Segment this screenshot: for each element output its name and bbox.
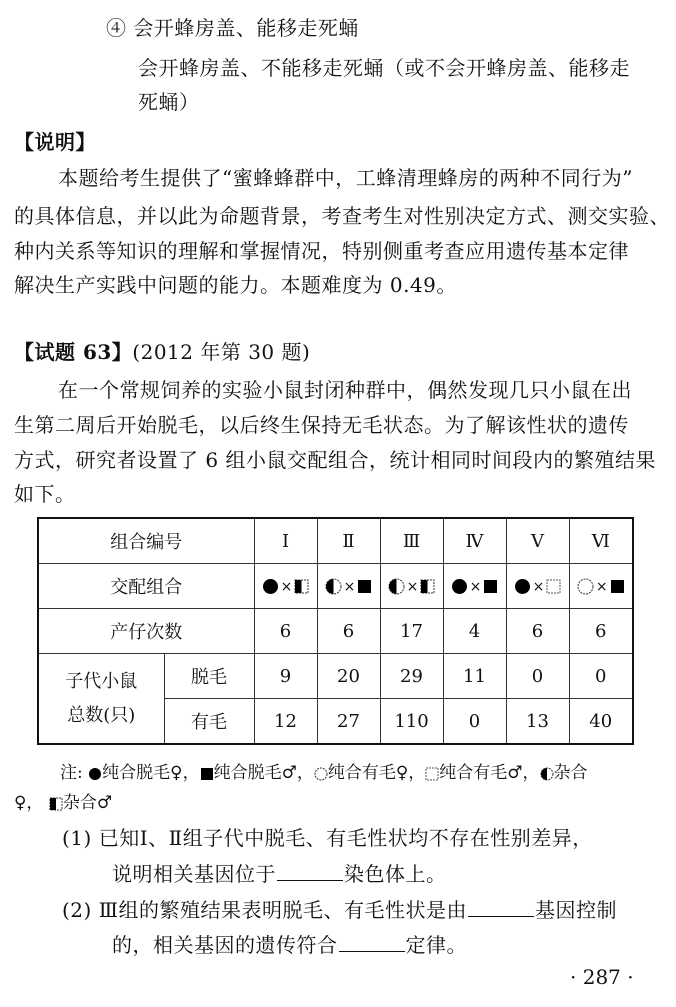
offspring-label-line2: 总数(只) [67, 704, 136, 726]
sub-question-text: 染色体上。 [344, 862, 447, 886]
explanation-line: 的具体信息，并以此为命题背景，考查考生对性别决定方式、测交实验、 [14, 204, 670, 228]
cross-cell [506, 564, 569, 609]
pure-hairless-male-symbol-icon [610, 579, 625, 594]
cross-symbol: × [280, 578, 293, 595]
answer-line: 死蛹） [138, 90, 200, 114]
table-cell: 11 [443, 654, 506, 699]
pure-hairless-female-symbol-icon [451, 578, 468, 595]
table-cell: 110 [380, 699, 443, 745]
hetero-male-symbol-icon [49, 797, 63, 811]
pure-haired-female-symbol-icon [314, 767, 328, 781]
item-text: 会开蜂房盖、能移走死蛹 [133, 16, 359, 40]
group-header: Ⅲ [380, 518, 443, 564]
sub-question-text: 定律。 [405, 933, 467, 957]
table-cell: 0 [569, 654, 633, 699]
table-cell: 12 [254, 699, 317, 745]
item-number: ④ [106, 16, 127, 40]
table-cell: 20 [317, 654, 380, 699]
group-header: Ⅰ [254, 518, 317, 564]
question-line: 方式，研究者设置了 6 组小鼠交配组合，统计相同时间段内的繁殖结果 [14, 448, 656, 472]
cross-cell [569, 564, 633, 609]
question-heading [14, 340, 310, 364]
cross-cell [443, 564, 506, 609]
pure-hairless-female-symbol-icon [262, 578, 279, 595]
sub-row-label: 有毛 [164, 699, 254, 745]
note-text: ♀， [14, 793, 44, 813]
sub-question-2 [62, 898, 617, 922]
table-cell: 6 [569, 609, 633, 654]
cross-cell [317, 564, 380, 609]
offspring-label-line1: 子代小鼠 [65, 670, 138, 692]
table-cell: 6 [506, 609, 569, 654]
table-cell: 13 [506, 699, 569, 745]
row-label-offspring [38, 654, 164, 745]
table-note [60, 762, 588, 784]
sub-question-text: 已知Ⅰ、Ⅱ组子代中脱毛、有毛性状均不存在性别差异， [98, 826, 593, 850]
hetero-female-symbol-icon [540, 767, 554, 781]
answer-blank[interactable] [277, 862, 343, 881]
sub-question-1-line2 [112, 862, 447, 886]
table-cell: 0 [506, 654, 569, 699]
answer-line: 会开蜂房盖、不能移走死蛹（或不会开蜂房盖、能移走 [138, 56, 630, 80]
answer-blank[interactable] [339, 933, 405, 952]
cross-cell [380, 564, 443, 609]
table-cell: 0 [443, 699, 506, 745]
question-source: (2012 年第 30 题) [132, 340, 311, 364]
row-label: 交配组合 [38, 564, 254, 609]
table-row-group-number [38, 518, 633, 564]
hetero-female-symbol-icon [325, 578, 342, 595]
question-line: 在一个常规饲养的实验小鼠封闭种群中，偶然发现几只小鼠在出 [58, 378, 632, 402]
table-note-continued [14, 792, 112, 814]
cross-symbol: × [595, 578, 608, 595]
table-cell: 4 [443, 609, 506, 654]
row-label: 组合编号 [38, 518, 254, 564]
answer-item-4 [106, 16, 359, 40]
pure-hairless-male-symbol-icon [357, 579, 372, 594]
row-label: 产仔次数 [38, 609, 254, 654]
table-row-hairless [38, 654, 633, 699]
answer-blank[interactable] [468, 898, 534, 917]
sub-question-text: 说明相关基因位于 [112, 862, 276, 886]
sub-question-1 [62, 826, 593, 850]
question-line: 生第二周后开始脱毛，以后终生保持无毛状态。为了解该性状的遗传 [14, 413, 629, 437]
breeding-results-table [37, 517, 634, 745]
hetero-male-symbol-icon [294, 579, 309, 594]
group-header: Ⅳ [443, 518, 506, 564]
table-cell: 40 [569, 699, 633, 745]
page-number: · 287 · [570, 965, 634, 989]
pure-haired-female-symbol-icon [577, 578, 594, 595]
note-text: 杂合 [553, 763, 588, 783]
cross-symbol: × [469, 578, 482, 595]
table-cell: 17 [380, 609, 443, 654]
table-cell: 29 [380, 654, 443, 699]
note-text: 纯合脱毛♀， [102, 763, 200, 783]
explanation-line: 解决生产实践中问题的能力。本题难度为 0.49。 [14, 273, 457, 297]
group-header: Ⅵ [569, 518, 633, 564]
explanation-line: 种内关系等知识的理解和掌握情况，特别侧重考查应用遗传基本定律 [14, 239, 629, 263]
hetero-female-symbol-icon [388, 578, 405, 595]
table-cell: 6 [254, 609, 317, 654]
table-row-cross [38, 564, 633, 609]
sub-question-label: (1) [62, 826, 92, 850]
question-number: 【试题 63】 [14, 340, 133, 364]
hetero-male-symbol-icon [420, 579, 435, 594]
pure-haired-male-symbol-icon [546, 579, 561, 594]
question-line: 如下。 [14, 482, 76, 506]
cross-symbol: × [343, 578, 356, 595]
note-text: 杂合♂ [62, 793, 113, 813]
sub-question-text: 的，相关基因的遗传符合 [112, 933, 338, 957]
pure-hairless-male-symbol-icon [483, 579, 498, 594]
sub-row-label: 脱毛 [164, 654, 254, 699]
pure-hairless-female-symbol-icon [88, 767, 102, 781]
sub-question-text: Ⅲ组的繁殖结果表明脱毛、有毛性状是由 [98, 898, 467, 922]
table-row-litters [38, 609, 633, 654]
pure-haired-male-symbol-icon [425, 767, 439, 781]
cross-cell [254, 564, 317, 609]
table-cell: 27 [317, 699, 380, 745]
group-header: Ⅱ [317, 518, 380, 564]
table-cell: 6 [317, 609, 380, 654]
pure-hairless-male-symbol-icon [200, 767, 214, 781]
note-text: 纯合有毛♀， [327, 763, 426, 783]
note-prefix: 注: [60, 763, 83, 783]
note-text: 纯合脱毛♂， [213, 763, 314, 783]
sub-question-label: (2) [62, 898, 92, 922]
group-header: Ⅴ [506, 518, 569, 564]
explanation-line: 本题给考生提供了“蜜蜂蜂群中，工蜂清理蜂房的两种不同行为” [58, 166, 633, 190]
note-text: 纯合有毛♂， [439, 763, 540, 783]
table-cell: 9 [254, 654, 317, 699]
sub-question-text: 基因控制 [535, 898, 617, 922]
cross-symbol: × [406, 578, 419, 595]
explanation-heading: 【说明】 [14, 130, 96, 154]
sub-question-2-line2 [112, 933, 467, 957]
pure-hairless-female-symbol-icon [514, 578, 531, 595]
cross-symbol: × [532, 578, 545, 595]
